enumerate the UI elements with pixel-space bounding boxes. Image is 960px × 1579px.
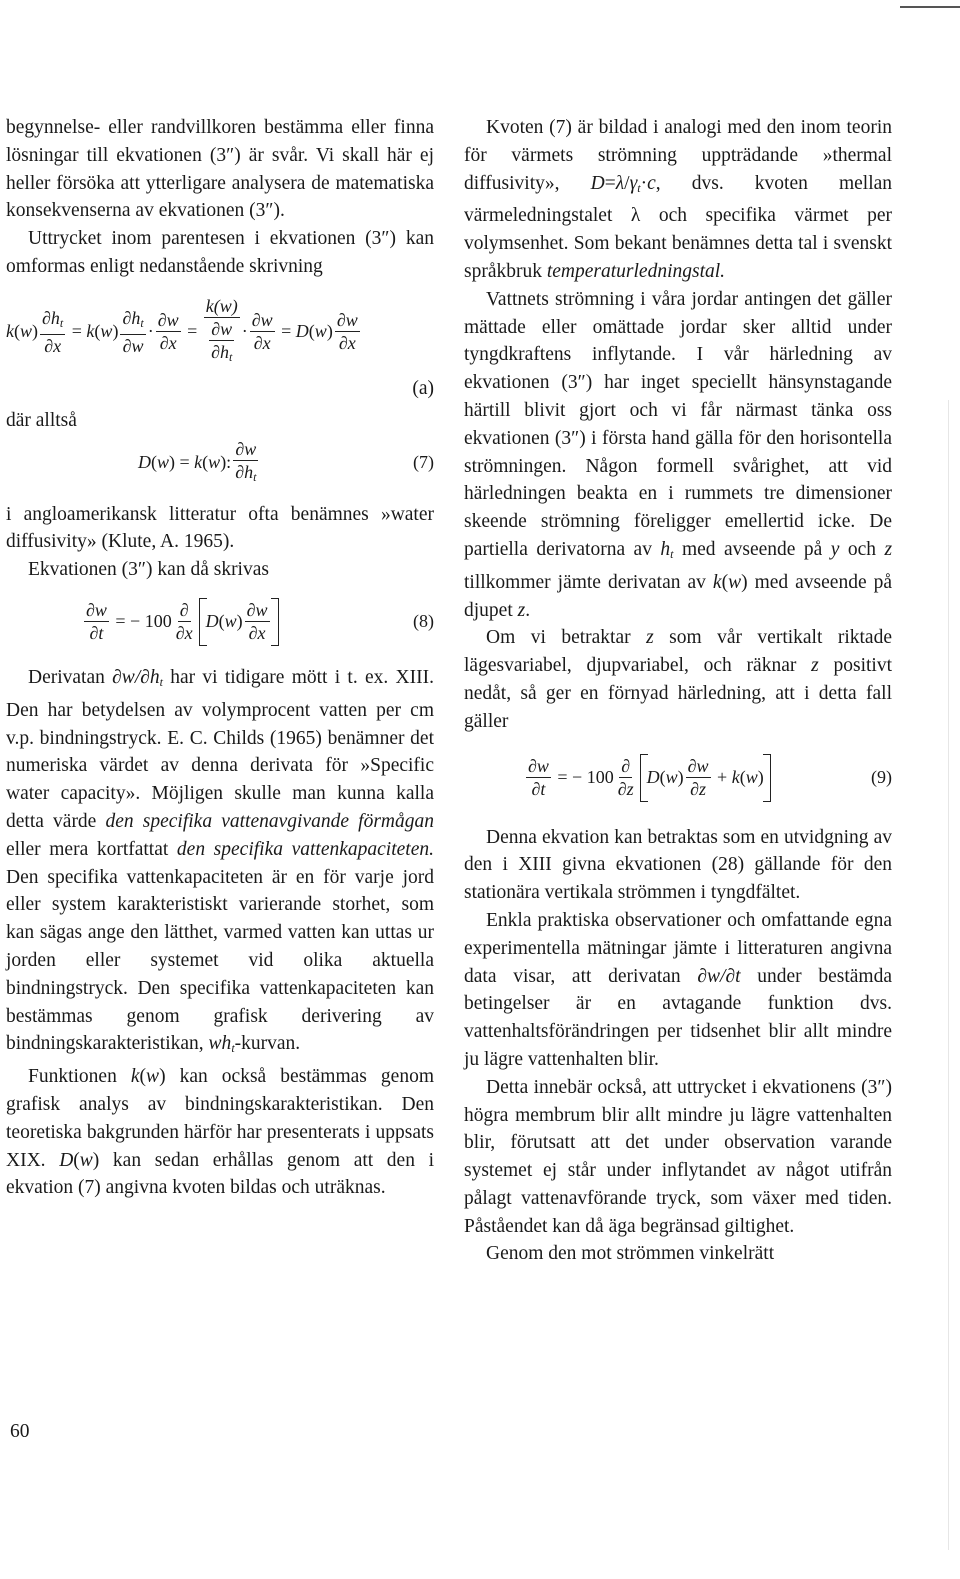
left-column bbox=[6, 114, 434, 1202]
left-paragraph-6: Funktionen k(w) kan också bestämmas genom grafisk analys av bindningskarakteristikan. Den teoretiska bakgrunden härför har presenterats i uppsats XIX. D(w) kan sedan erhållas genom att den i ekvation (7) angivna kvoten bildas och uträknas. bbox=[6, 1066, 435, 1199]
left-paragraph-4: Ekvationen (3″) kan då skrivas bbox=[28, 559, 269, 581]
right-paragraph-3: Om vi betraktar z som vår vertikalt riktade lägesvariabel, djupvariabel, och räknar z positivt nedåt, så ger en förnyad härledning, att i detta fall gäller bbox=[464, 627, 893, 732]
right-paragraph-6: Detta innebär också, att uttrycket i ekvationens (3″) högra membrum blir allt mindre ju lägre vattenhalten blir, förutsatt att det under observation varande systemet ej står under inflytandet av något utifrån pålagt vattenavförande tryck, som växer med tiden. Påståendet kan då äga begränsad giltighet. bbox=[464, 1076, 892, 1237]
dar-alltsa: där alltså bbox=[6, 409, 77, 431]
right-paragraph-4: Denna ekvation kan betraktas som en utvidgning av den i XIII givna ekvationen (28) gällande för den stationära vertikala strömmen i tyngdfältet. bbox=[464, 826, 892, 904]
equation-9-number: (9) bbox=[871, 766, 892, 787]
equation-a: k ( w ) $\frac{\partial h_t}{\partial x}$ = k ( w ) $\frac{\partial h_t}{\partial w}$ · $\frac{\partial w}{\partial x}$ = k(w) ∂w $\partial h_t$ · $\frac{\partial w}{\partial x}$ = D ( w ) $\frac{\partial w}{\partial x}$ bbox=[6, 296, 358, 365]
equation-9: $\frac{\partial w}{\partial t}$ = − 100 $\frac{\partial}{\partial z}$ D ( w ) $\frac{\partial w}{\partial z}$ + k ( w ) (9) bbox=[464, 746, 892, 810]
right-paragraph-5: Enkla praktiska observationer och omfattande egna experimentella mätningar jämte i litteraturen angivna data visar, att derivatan ∂w/∂t under bestämda betingelser är en avtagande funktion dvs. vattenhaltsförändringen per tidsenhet blir allt mindre ju lägre vattenhalten blir. bbox=[464, 909, 892, 1070]
right-paragraph-2: Vattnets strömning i våra jordar antingen det gäller mättade eller omättade jordar sker alltid under tyngdkraftens inflytande. I vår härledning av ekvationen (3″) har inget speciellt hänsynstagande härtill blivit gjort och vi får närmast tänka oss ekvationen (3″) i första hand gälla för den horisontella strömningen. Någon formell svårighet, att vid härledningen beakta en i rummets tre dimensioner skeende strömning föreligger emellertid icke. De partiella derivatorna av $h_t$ med avseende på y och z tillkommer jämte derivatan av k(w) med avseende på djupet z. bbox=[464, 288, 893, 621]
left-paragraph-2: Uttrycket inom parentesen i ekvationen (3″) kan omformas enligt nedanstående skrivning bbox=[6, 228, 434, 277]
equation-7: D ( w ) = k ( w ): $\frac{\partial w}{\partial h_t}$ (7) bbox=[138, 438, 434, 484]
left-paragraph-3: i angloamerikansk litteratur ofta benämnes »water diffusivity» (Klute, A. 1965). bbox=[6, 503, 434, 553]
left-paragraph-5: Derivatan $\partial w/\partial h_t$ har vi tidigare mött i t. ex. XIII. Den har betydelsen av volymprocent vatten per cm v.p. bindningstryck. E. C. Childs (1965) benämner det numeriska värdet av denna derivata för »Specific water capacity». Möjligen skulle man kunna kalla detta värde den specifika vattenavgivande förmågan eller mera kortfattat den specifika vattenkapaciteten. Den specifika vattenkapaciteten är en för varje jord eller system karakteristiskt varierande storhet, som kan sägas ange den lätthet, varmed vatten kan uttas ur jorden eller systemet vid olika aktuella bindningstryck. Den specifika vattenkapaciteten kan bestämmas genom grafisk derivering av bindningskarakteristikan, $wh_t$-kurvan. bbox=[6, 666, 434, 1056]
equation-7-number: (7) bbox=[413, 451, 434, 472]
scan-edge-line bbox=[948, 400, 949, 1550]
page-number: 60 bbox=[10, 1421, 30, 1442]
equation-8: $\frac{\partial w}{\partial t}$ = − 100 $\frac{\partial}{\partial x}$ D ( w ) $\frac{\partial w}{\partial x}$ (8) bbox=[6, 590, 434, 654]
right-paragraph-1: Kvoten (7) är bildad i analogi med den inom teorin för värmets strömning uppträdande »thermal diffusivity», $D=\lambda/\gamma_t\cdot c$, dvs. kvoten mellan värmeledningstalet λ och specifika värmet per volymsenhet. Som bekant benämnes detta tal i svenskt språkbruk temperaturledningstal. bbox=[464, 117, 893, 282]
right-column bbox=[464, 114, 892, 1268]
top-rule bbox=[900, 6, 960, 8]
right-paragraph-7: Genom den mot strömmen vinkelrätt bbox=[486, 1243, 775, 1265]
equation-a-number: (a) bbox=[412, 377, 434, 399]
equation-8-number: (8) bbox=[413, 611, 434, 632]
left-paragraph-1: begynnelse- eller randvillkoren bestämma eller finna lösningar till ekvationen (3″) är svår. Vi skall här ej heller försöka att ytterligare analysera de matematiska konsekvenserna av ekvationen (3″). bbox=[6, 117, 434, 222]
